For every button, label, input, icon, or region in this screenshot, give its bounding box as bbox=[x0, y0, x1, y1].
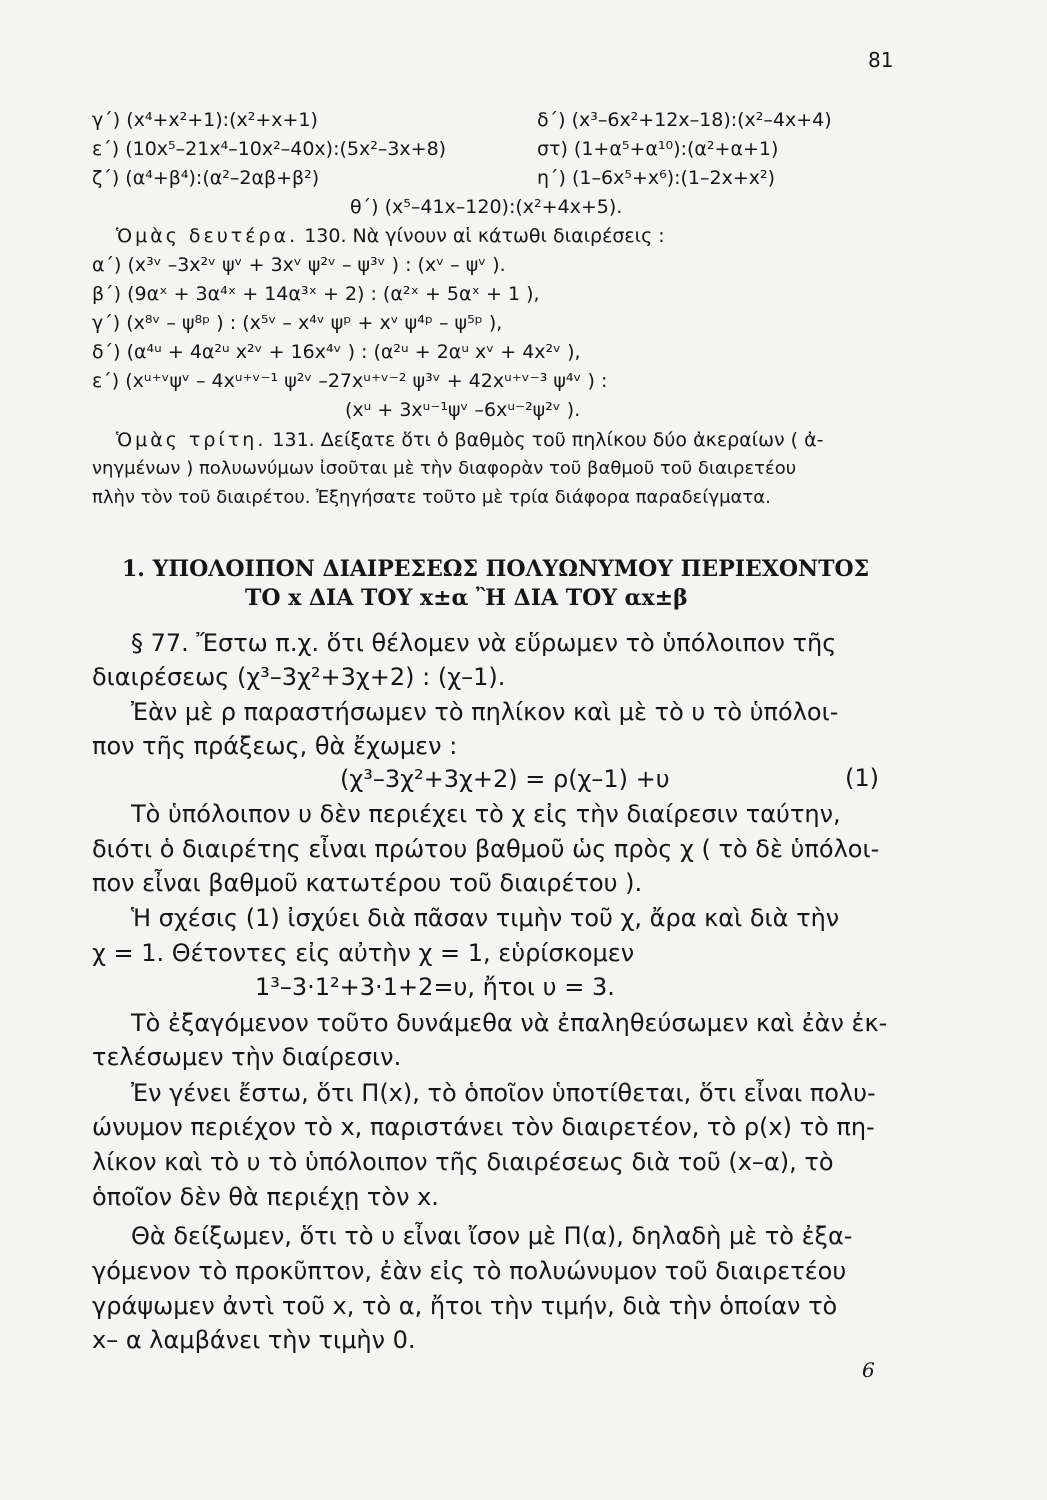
group-two-label: Ὁμὰς δευτέρα. bbox=[116, 225, 299, 247]
section-heading-line2: ΤΟ x ΔΙΑ ΤΟΥ x±α Ἢ ΔΙΑ ΤΟΥ αx±β bbox=[245, 585, 688, 611]
body-line-19: γόμενον τὸ προκῦπτον, ἐὰν εἰς τὸ πολυώνυμον τοῦ διαιρετέου bbox=[92, 1257, 847, 1285]
signature-mark: 6 bbox=[862, 1358, 875, 1382]
body-line-4: πον τῆς πράξεως, θὰ ἔχωμεν : bbox=[92, 732, 458, 760]
body-line-8: πον εἶναι βαθμοῦ κατωτέρου τοῦ διαιρέτου ). bbox=[92, 869, 643, 897]
equation-number: (1) bbox=[845, 764, 879, 792]
group-two-text: 130. Νὰ γίνουν αἱ κάτωθι διαιρέσεις : bbox=[304, 225, 665, 247]
exercise-2e: ε΄) (xᵘ⁺ᵛψᵛ – 4xᵘ⁺ᵛ⁻¹ ψ²ᵛ –27xᵘ⁺ᵛ⁻² ψ³ᵛ + 42xᵘ⁺ᵛ⁻³ ψ⁴ᵛ ) : bbox=[92, 370, 608, 392]
exercise-th: θ΄) (x⁵–41x–120):(x²+4x+5). bbox=[350, 196, 623, 218]
exercise-2a: α΄) (x³ᵛ –3x²ᵛ ψᵛ + 3xᵛ ψ²ᵛ – ψ³ᵛ ) : (xᵛ – ψᵛ ). bbox=[92, 254, 506, 276]
exercise-h: η΄) (1–6x⁵+x⁶):(1–2x+x²) bbox=[537, 167, 776, 189]
body-line-7: διότι ὁ διαιρέτης εἶναι πρώτου βαθμοῦ ὡς πρὸς χ ( τὸ δὲ ὑπόλοι- bbox=[92, 835, 880, 863]
exercise-2e-cont: (xᵘ + 3xᵘ⁻¹ψᵛ –6xᵘ⁻²ψ²ᵛ ). bbox=[345, 399, 581, 421]
body-line-15: ώνυμον περιέχον τὸ x, παριστάνει τὸν διαιρετέον, τὸ ρ(x) τὸ πη- bbox=[92, 1113, 875, 1141]
body-line-9: Ἡ σχέσις (1) ἰσχύει διὰ πᾶσαν τιμὴν τοῦ χ, ἄρα καὶ διὰ τὴν bbox=[131, 904, 840, 932]
body-line-21: x– α λαμβάνει τὴν τιμὴν 0. bbox=[92, 1326, 416, 1354]
group-three-label: Ὁμὰς τρίτη. bbox=[116, 429, 267, 451]
body-line-13: τελέσωμεν τὴν διαίρεσιν. bbox=[92, 1043, 402, 1071]
body-line-14: Ἐν γένει ἔστω, ὅτι Π(x), τὸ ὁποῖον ὑποτίθεται, ὅτι εἶναι πολυ- bbox=[131, 1079, 876, 1107]
group-three-line2: νηγμένων ) πολυωνύμων ἰσοῦται μὲ τὴν διαφορὰν τοῦ βαθμοῦ τοῦ διαιρετέου bbox=[92, 458, 797, 479]
group-three-line1: 131. Δείξατε ὅτι ὁ βαθμὸς τοῦ πηλίκου δύο ἀκεραίων ( ἀ- bbox=[272, 429, 824, 451]
page-number: 81 bbox=[868, 48, 894, 72]
body-line-12: Τὸ ἐξαγόμενον τοῦτο δυνάμεθα νὰ ἐπαληθεύσωμεν καὶ ἐὰν ἐκ- bbox=[131, 1009, 888, 1037]
body-line-10: χ = 1. Θέτοντες εἰς αὐτὴν χ = 1, εὑρίσκομεν bbox=[92, 939, 635, 967]
equation-1: (χ³–3χ²+3χ+2) = ρ(χ–1) +υ bbox=[340, 765, 670, 793]
body-line-1: § 77. Ἔστω π.χ. ὅτι θέλομεν νὰ εὕρωμεν τὸ ὑπόλοιπον τῆς bbox=[131, 629, 837, 657]
body-line-20: γράψωμεν ἀντὶ τοῦ x, τὸ α, ἤτοι τὴν τιμήν, διὰ τὴν ὁποίαν τὸ bbox=[92, 1292, 838, 1320]
exercise-2g: γ΄) (x⁸ᵛ – ψ⁸ᵖ ) : (x⁵ᵛ – x⁴ᵛ ψᵖ + xᵛ ψ⁴ᵖ – ψ⁵ᵖ ), bbox=[92, 312, 503, 334]
group-three-line3: πλὴν τὸν τοῦ διαιρέτου. Ἐξηγήσατε τοῦτο μὲ τρία διάφορα παραδείγματα. bbox=[92, 487, 771, 508]
body-line-6: Τὸ ὑπόλοιπον υ δὲν περιέχει τὸ χ εἰς τὴν διαίρεσιν ταύτην, bbox=[131, 800, 841, 828]
body-line-3: Ἐὰν μὲ ρ παραστήσωμεν τὸ πηλίκον καὶ μὲ τὸ υ τὸ ὑπόλοι- bbox=[131, 698, 839, 726]
equation-2: 1³–3·1²+3·1+2=υ, ἤτοι υ = 3. bbox=[255, 973, 615, 1001]
group-two-heading bbox=[116, 224, 665, 248]
exercise-d: δ΄) (x³–6x²+12x–18):(x²–4x+4) bbox=[537, 109, 832, 131]
group-three-heading bbox=[116, 428, 824, 452]
body-line-2: διαιρέσεως (χ³–3χ²+3χ+2) : (χ–1). bbox=[92, 663, 506, 691]
exercise-st: στ) (1+α⁵+α¹⁰):(α²+α+1) bbox=[537, 138, 779, 160]
body-line-16: λίκον καὶ τὸ υ τὸ ὑπόλοιπον τῆς διαιρέσεως διὰ τοῦ (x–α), τὸ bbox=[92, 1148, 834, 1176]
exercise-g: γ΄) (x⁴+x²+1):(x²+x+1) bbox=[92, 109, 318, 131]
section-heading-line1: 1. ΥΠΟΛΟΙΠΟΝ ΔΙΑΙΡΕΣΕΩΣ ΠΟΛΥΩΝΥΜΟΥ ΠΕΡΙΕΧΟΝΤΟΣ bbox=[122, 556, 870, 582]
exercise-z: ζ΄) (α⁴+β⁴):(α²–2αβ+β²) bbox=[92, 167, 320, 189]
body-line-18: Θὰ δείξωμεν, ὅτι τὸ υ εἶναι ἴσον μὲ Π(α), δηλαδὴ μὲ τὸ ἐξα- bbox=[131, 1222, 853, 1250]
body-line-17: ὁποῖον δὲν θὰ περιέχῃ τὸν x. bbox=[92, 1183, 439, 1211]
exercise-2b: β΄) (9αˣ + 3α⁴ˣ + 14α³ˣ + 2) : (α²ˣ + 5αˣ + 1 ), bbox=[92, 283, 540, 305]
exercise-2d: δ΄) (α⁴ᵘ + 4α²ᵘ x²ᵛ + 16x⁴ᵛ ) : (α²ᵘ + 2αᵘ xᵛ + 4x²ᵛ ), bbox=[92, 341, 581, 363]
exercise-e: ε΄) (10x⁵–21x⁴–10x²–40x):(5x²–3x+8) bbox=[92, 138, 447, 160]
